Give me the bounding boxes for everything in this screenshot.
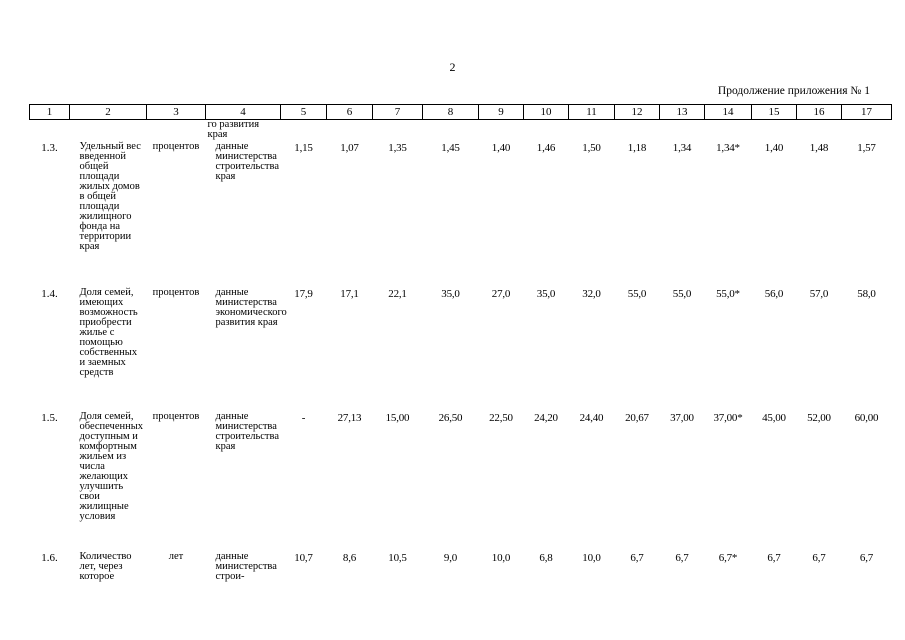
cell-value: 55,0	[627, 287, 647, 300]
cell-indicator-name: Удельный вес введенной общей площади жилых домов в общей площади жилищного фонда на территории края	[79, 140, 141, 252]
cell-value: 1,34	[672, 141, 692, 154]
table-row	[30, 288, 892, 412]
cell-value: 1,45	[441, 141, 460, 154]
cell-indicator-name: Доля семей, имеющих возможность приобрести жилье с помощью собственных и заемных средств	[79, 286, 138, 378]
cell-value: 37,00*	[713, 411, 743, 424]
cell-value: 1,50	[582, 141, 601, 154]
column-header: 9	[479, 105, 524, 120]
column-header: 2	[70, 105, 147, 120]
cell-value: 1,34*	[716, 141, 740, 154]
appendix-caption: Продолжение приложения № 1	[717, 85, 870, 97]
cell-value: 27,0	[491, 287, 511, 300]
column-header: 15	[752, 105, 797, 120]
column-header: 13	[660, 105, 705, 120]
table-row	[30, 142, 892, 288]
cell-value: 6,7	[767, 551, 781, 564]
header-row	[30, 105, 892, 120]
cell-indicator-name: Доля семей, обеспеченных доступным и комфортным жильем из числа желающих улучшить свои жилищные условия	[79, 410, 144, 522]
cell-value: 1,46	[536, 141, 556, 154]
indicators-table	[29, 104, 892, 592]
cell-value: 58,0	[857, 287, 876, 300]
cell-value: 1,40	[764, 141, 784, 154]
cell-value: 35,0	[441, 287, 460, 300]
column-header: 8	[423, 105, 479, 120]
column-header: 17	[842, 105, 892, 120]
cell-value: 32,0	[582, 287, 601, 300]
cell-value: 6,7	[812, 551, 826, 564]
cell-value: 15,00	[385, 411, 410, 424]
cell-value: 10,0	[582, 551, 601, 564]
cell-value: 6,8	[539, 551, 553, 564]
cell-value: 1,35	[388, 141, 407, 154]
cell-source: данные министерства строительства края	[215, 140, 280, 182]
cell-value: 55,0*	[716, 287, 740, 300]
cell-value: 6,7	[630, 551, 644, 564]
column-header: 7	[373, 105, 423, 120]
table-row	[30, 552, 892, 592]
cell-value: 60,00	[854, 411, 879, 424]
cell-number: 1.6.	[41, 551, 58, 564]
cell-value: -	[301, 411, 306, 424]
column-header: 12	[615, 105, 660, 120]
cell-number: 1.3.	[41, 141, 58, 154]
column-header: 3	[147, 105, 206, 120]
cell-value: 27,13	[337, 411, 362, 424]
cell-number: 1.5.	[41, 411, 58, 424]
cell-unit: процентов	[152, 410, 200, 422]
cell-value: 10,0	[491, 551, 511, 564]
cell-value: 52,00	[807, 411, 831, 424]
cell-source: данные министерства строи-	[215, 550, 277, 582]
column-header: 4	[206, 105, 281, 120]
column-header: 1	[30, 105, 70, 120]
cell-number: 1.4.	[41, 287, 58, 300]
cell-value: 20,67	[625, 411, 649, 424]
column-header: 6	[327, 105, 373, 120]
cell-source: данные министерства экономического развития края	[215, 286, 287, 328]
page-number: 2	[449, 60, 456, 74]
cell-value: 26,50	[438, 411, 463, 424]
table-row	[30, 120, 892, 142]
cell-value: 17,1	[340, 287, 359, 300]
cell-unit: лет	[168, 550, 184, 562]
cell-value: 1,57	[857, 141, 876, 154]
cell-value: 10,5	[388, 551, 407, 564]
cell-value: 1,40	[491, 141, 511, 154]
cell-value: 9,0	[443, 551, 458, 564]
cell-value: 6,7*	[718, 551, 738, 564]
cell-value: 55,0	[672, 287, 692, 300]
cell-indicator-name: Количество лет, через которое	[79, 550, 132, 582]
cell-value: 1,07	[340, 141, 359, 154]
cell-value: 1,15	[294, 141, 313, 154]
cell-value: 57,0	[809, 287, 829, 300]
cell-value: 56,0	[764, 287, 784, 300]
cell-source: го развития края	[207, 119, 260, 140]
cell-source: данные министерства строительства края	[215, 410, 280, 452]
cell-unit: процентов	[152, 286, 200, 298]
column-header: 5	[281, 105, 327, 120]
cell-value: 24,20	[534, 411, 558, 424]
column-header: 14	[705, 105, 752, 120]
cell-value: 10,7	[294, 551, 313, 564]
column-header: 10	[524, 105, 569, 120]
cell-value: 37,00	[670, 411, 694, 424]
cell-value: 6,7	[859, 551, 874, 564]
table-row	[30, 412, 892, 552]
column-header: 11	[569, 105, 615, 120]
cell-value: 22,50	[489, 411, 513, 424]
cell-value: 8,6	[342, 551, 357, 564]
cell-value: 22,1	[388, 287, 407, 300]
cell-unit: процентов	[152, 140, 200, 152]
cell-value: 6,7	[675, 551, 689, 564]
cell-value: 35,0	[536, 287, 556, 300]
cell-value: 45,00	[762, 411, 786, 424]
cell-value: 1,48	[809, 141, 829, 154]
cell-value: 17,9	[294, 287, 313, 300]
cell-value: 24,40	[579, 411, 604, 424]
cell-value: 1,18	[627, 141, 647, 154]
column-header: 16	[797, 105, 842, 120]
